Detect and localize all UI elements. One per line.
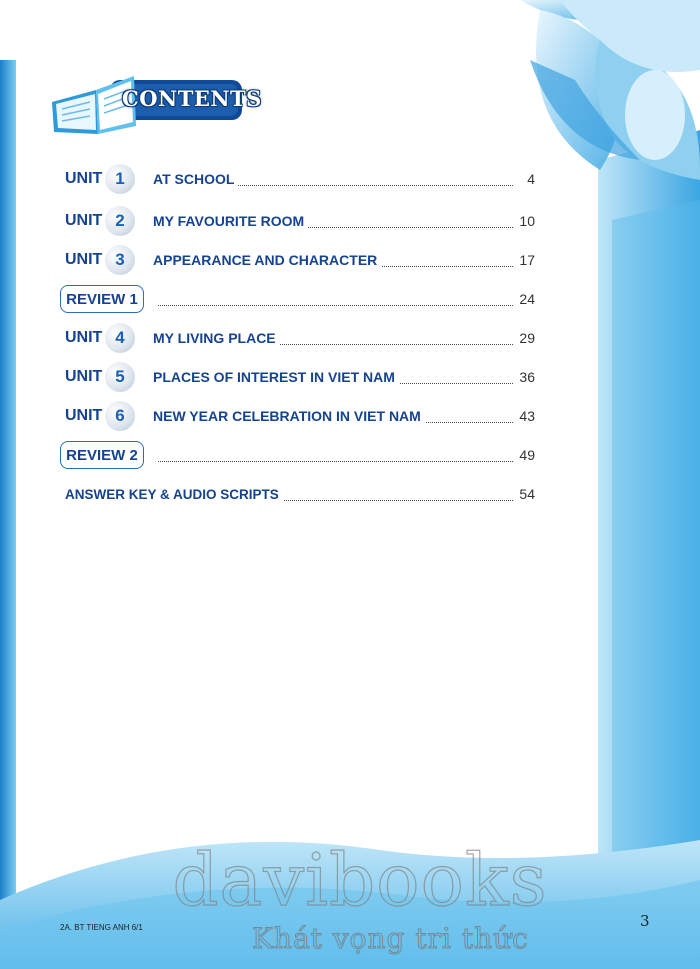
entry-title: MY LIVING PLACE <box>153 330 280 346</box>
footer-page-number: 3 <box>640 912 650 930</box>
unit-number-badge: 5 <box>105 362 135 392</box>
unit-number-badge: 4 <box>105 323 135 353</box>
unit-number-badge: 2 <box>105 206 135 236</box>
entry-title: APPEARANCE AND CHARACTER <box>153 252 381 268</box>
dot-leader <box>360 266 513 267</box>
toc-entry-unit-5[interactable] <box>60 360 535 394</box>
dot-leader <box>158 305 513 306</box>
unit-number-badge: 3 <box>105 245 135 275</box>
entry-title: PLACES OF INTEREST IN VIET NAM <box>153 369 399 385</box>
dot-leader <box>230 185 513 186</box>
footer-book-code: 2A. BT TIENG ANH 6/1 <box>60 923 143 932</box>
toc-entry-unit-3[interactable] <box>60 243 535 277</box>
watermark-slogan: Khát vọng tri thức <box>252 922 529 955</box>
dot-leader <box>158 461 513 462</box>
dot-leader <box>274 500 513 501</box>
dot-leader <box>300 227 513 228</box>
unit-number-badge: 6 <box>105 401 135 431</box>
page-number: 17 <box>519 252 535 268</box>
page-number: 29 <box>519 330 535 346</box>
page-number: 4 <box>527 171 535 187</box>
entry-title: NEW YEAR CELEBRATION IN VIET NAM <box>153 408 425 424</box>
toc-entry-review-2[interactable] <box>60 438 535 472</box>
toc-entry-unit-1[interactable] <box>60 162 535 196</box>
page-number: 43 <box>519 408 535 424</box>
page-number: 24 <box>519 291 535 307</box>
review-label-box: REVIEW 1 <box>60 285 144 313</box>
page-number: 49 <box>519 447 535 463</box>
unit-label: UNIT <box>65 212 103 229</box>
unit-number-badge: 1 <box>105 164 135 194</box>
toc-entry-review-1[interactable] <box>60 282 535 316</box>
entry-title: MY FAVOURITE ROOM <box>153 213 308 229</box>
unit-label: UNIT <box>65 368 103 385</box>
unit-label: UNIT <box>65 329 103 346</box>
watermark-brand: davibooks <box>172 838 548 922</box>
unit-label: UNIT <box>65 170 103 187</box>
unit-label: UNIT <box>65 407 103 424</box>
toc-entry-answer-key[interactable] <box>60 477 535 511</box>
toc-entry-unit-4[interactable] <box>60 321 535 355</box>
page-number: 10 <box>519 213 535 229</box>
contents-title: CONTENTS <box>122 86 262 111</box>
page-number: 36 <box>519 369 535 385</box>
entry-title: AT SCHOOL <box>153 171 238 187</box>
dot-leader <box>270 344 513 345</box>
toc-entry-unit-2[interactable] <box>60 204 535 238</box>
review-label-box: REVIEW 2 <box>60 441 144 469</box>
page-number: 54 <box>519 486 535 502</box>
toc-entry-unit-6[interactable] <box>60 399 535 433</box>
unit-label: UNIT <box>65 251 103 268</box>
entry-title: ANSWER KEY & AUDIO SCRIPTS <box>65 487 283 502</box>
